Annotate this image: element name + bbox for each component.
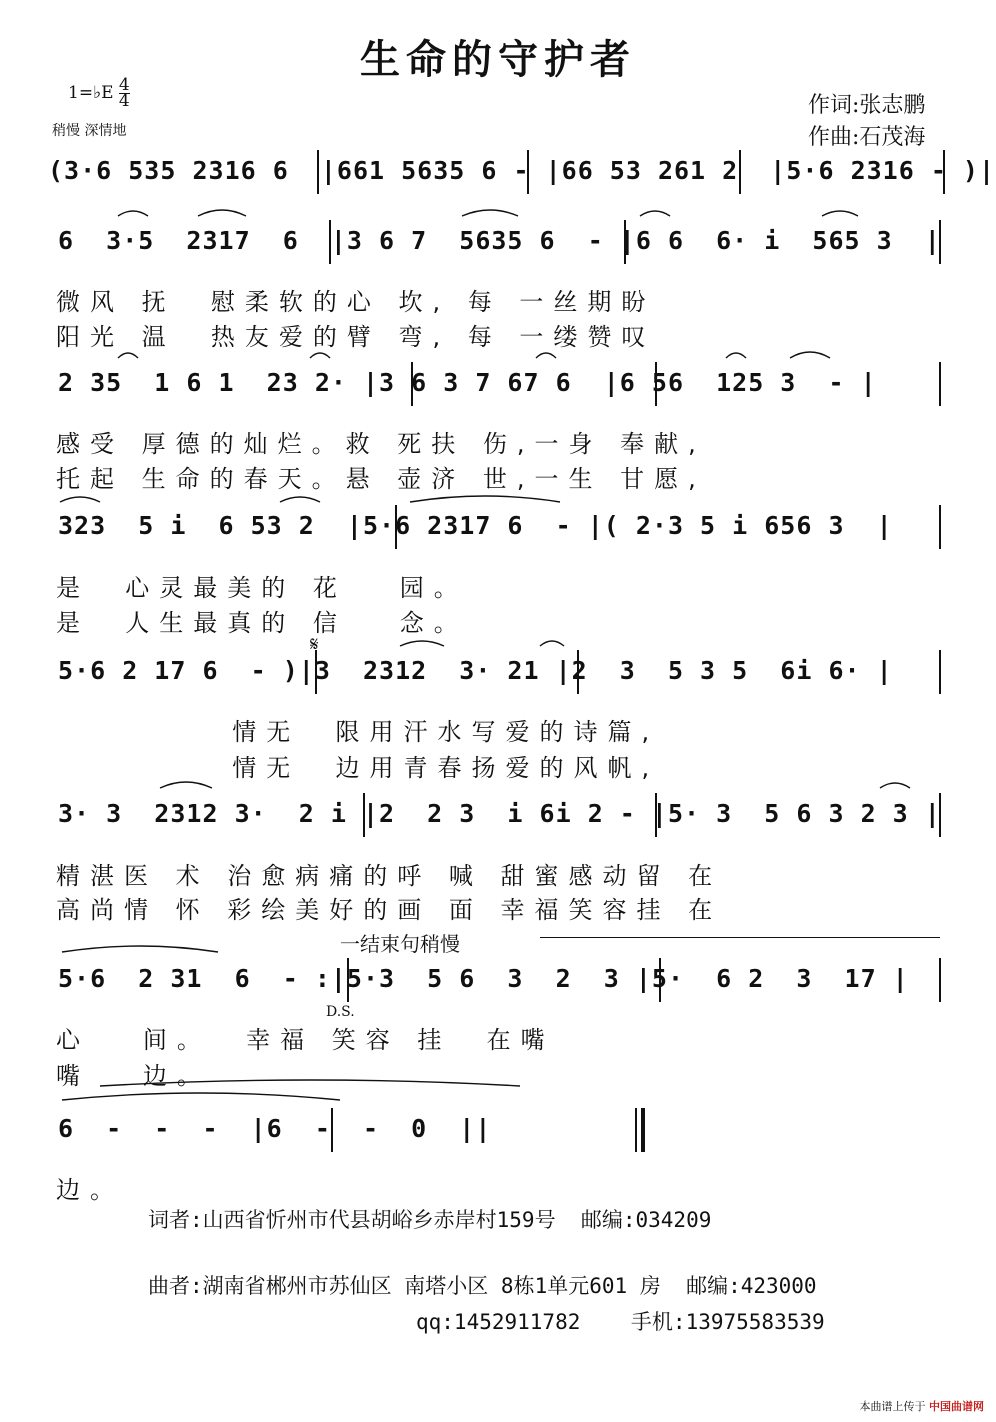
lyric-row-3-verse-1: 感受 厚德的灿烂。救 死扶 伤,一身 奉献, — [56, 430, 706, 458]
lyricist-address: 词者:山西省忻州市代县胡峪乡赤岸村159号 邮编:034209 — [148, 1208, 712, 1232]
slur — [160, 782, 212, 788]
slur — [822, 211, 858, 216]
slur — [310, 353, 330, 358]
slur — [790, 352, 830, 358]
lyric-row-4-verse-1: 是 心灵最美的 花 园。 — [56, 574, 468, 602]
notes-row-2: 6 3·5 2317 6 |3 6 7 5635 6 - |6 6 6· i 565 3 | — [58, 226, 941, 255]
slur — [400, 641, 444, 646]
slur — [280, 497, 320, 502]
notes-row-8: 6 - - - |6 - - 0 || — [58, 1114, 492, 1143]
lyric-row-7-verse-1: 心 间。 幸福 笑容 挂 在嘴 — [56, 1026, 555, 1054]
footer-brand[interactable]: 中国曲谱网 — [929, 1400, 984, 1413]
slur — [880, 783, 910, 788]
slur — [536, 353, 556, 358]
slur — [60, 497, 100, 502]
song-title: 生命的守护者 — [360, 36, 636, 83]
slur — [118, 211, 148, 216]
ending-instruction: 一结束句稍慢 — [340, 932, 460, 956]
slur — [540, 641, 564, 646]
lyric-row-3-verse-2: 托起 生命的春天。悬 壶济 世,一生 甘愿, — [56, 465, 706, 493]
composer-address: 曲者:湖南省郴州市苏仙区 南塔小区 8栋1单元601 房 邮编:423000 — [148, 1274, 817, 1298]
notes-row-4: 323 5 i 6 53 2 |5·6 2317 6 - |( 2·3 5 i 656 3 | — [58, 511, 893, 540]
segno-sign: 𝄋 — [310, 632, 319, 656]
notes-row-5: 5·6 2 17 6 - )|3 2312 3· 21 |2 3 5 3 5 6i 6· | — [58, 656, 893, 685]
key-letter: E — [101, 83, 114, 103]
tempo-marking: 稍慢 深情地 — [52, 123, 127, 139]
lyric-row-6-verse-2: 高尚情 怀 彩绘美好的画 面 幸福笑容挂 在 — [56, 896, 723, 924]
lyric-row-2-verse-1: 微风 抚 慰柔软的心 坎, 每 一丝期盼 — [56, 288, 656, 316]
lyricist-credit: 作词:张志鹏 — [808, 93, 926, 118]
lyric-row-8-verse-1: 边。 — [56, 1176, 124, 1204]
slur — [62, 1093, 340, 1100]
lyric-row-5-verse-2: 情无 边用青春扬爱的风帆, — [56, 754, 660, 782]
slur — [100, 1080, 520, 1086]
slur — [640, 211, 670, 216]
lyric-row-2-verse-2: 阳光 温 热友爱的臂 弯, 每 一缕赞叹 — [56, 323, 656, 351]
lyric-row-5-verse-1: 情无 限用汗水写爱的诗篇, — [56, 718, 660, 746]
slur — [410, 496, 560, 502]
notes-row-7: 5·6 2 31 6 - :|5·3 5 6 3 2 3 |5· 6 2 3 17 | — [58, 964, 909, 993]
barlines — [316, 150, 944, 1152]
slur — [462, 210, 518, 216]
site-footer — [860, 1398, 985, 1414]
lyric-row-4-verse-2: 是 人生最真的 信 念。 — [56, 609, 468, 637]
lyric-row-6-verse-1: 精湛医 术 治愈病痛的呼 喊 甜蜜感动留 在 — [56, 862, 723, 890]
composer-contact: qq:1452911782 手机:13975583539 — [416, 1310, 825, 1334]
slur — [118, 353, 138, 358]
notes-row-6: 3· 3 2312 3· 2 i |2 2 3 i 6i 2 - |5· 3 5 6 3 2 3 | — [58, 799, 941, 828]
slur — [198, 210, 246, 216]
lyric-row-7-verse-2: 嘴 边。 — [56, 1062, 211, 1090]
footer-text: 本曲谱上传于 — [859, 1400, 926, 1413]
notes-row-1: (3·6 535 2316 6 |661 5635 6 - |66 53 261 2 |5·6 2316 - )| — [48, 156, 996, 185]
notes-row-3: 2 35 1 6 1 23 2· |3 6 3 7 67 6 |6 56 125 3 - | — [58, 368, 877, 397]
ds-marking: D.S. — [326, 1004, 355, 1020]
composer-credit: 作曲:石茂海 — [808, 125, 926, 150]
time-top: 4 — [118, 75, 130, 95]
slur — [726, 353, 746, 358]
flat-sign: ♭ — [93, 83, 102, 103]
slur — [62, 946, 218, 952]
time-bottom: 4 — [118, 91, 130, 111]
key-prefix: 1= — [68, 83, 94, 103]
